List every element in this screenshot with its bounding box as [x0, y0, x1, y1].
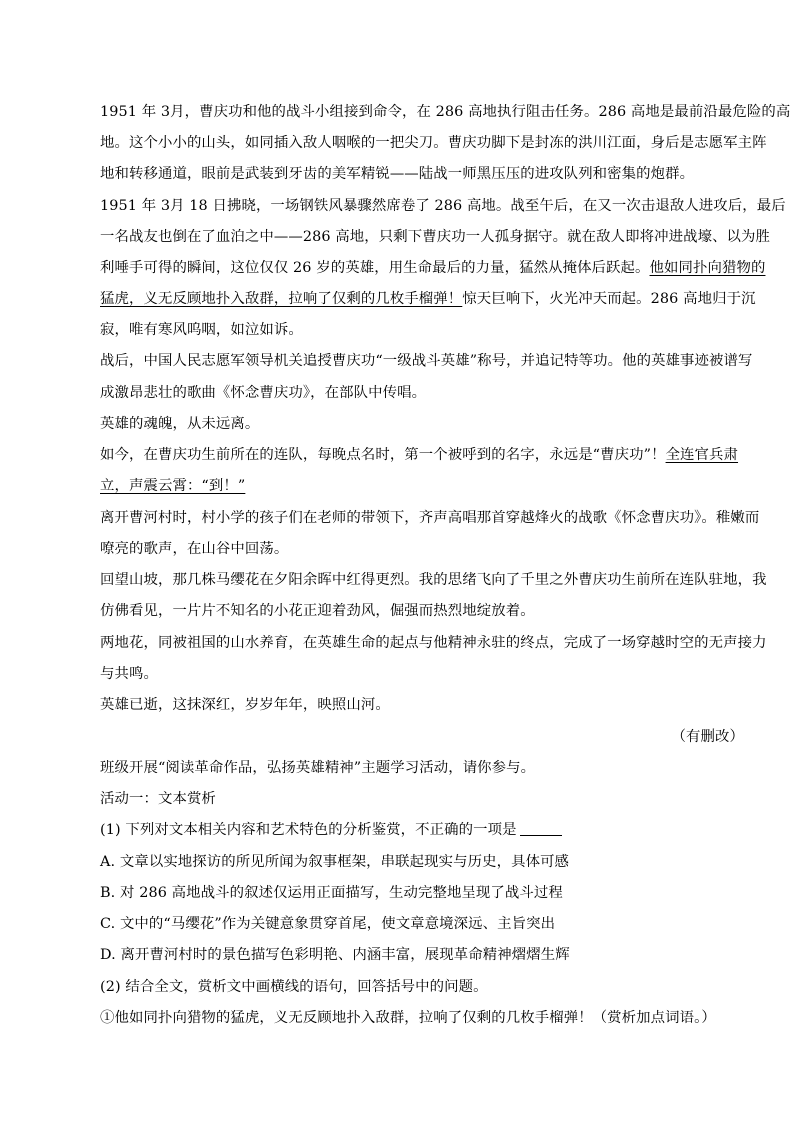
question-2-sub-1: ①他如同扑向猎物的猛虎，义无反顾地扑入敌群，拉响了仅剩的几枚手榴弹！（赏析加点词语。）	[100, 1010, 716, 1026]
paragraph-line: 寂，唯有寒风呜咽，如泣如诉。	[100, 322, 303, 338]
paragraph-line: 一名战友也倒在了血泊之中——286 高地，只剩下曹庆功一人孤身据守。就在敌人即将冲进战壕、以为胜	[100, 229, 771, 245]
activity-intro: 班级开展“阅读革命作品，弘扬英雄精神”主题学习活动，请你参与。	[100, 760, 536, 776]
paragraph-line: 1951 年 3月，曹庆功和他的战斗小组接到命令，在 286 高地执行阻击任务。286 高地是最前沿最危险的高	[100, 104, 791, 120]
paragraph-line: 与共鸣。	[100, 666, 158, 682]
paragraph-line: 回望山坡，那几株马缨花在夕阳余晖中红得更烈。我的思绪飞向了千里之外曹庆功生前所在连队驻地，我	[100, 572, 767, 588]
text-segment: 如今，在曹庆功生前所在的连队，每晚点名时，第一个被呼到的名字，永远是“曹庆功”！	[100, 447, 666, 463]
paragraph-line: 1951 年 3月 18 日拂晓，一场钢铁风暴骤然席卷了 286 高地。战至午后，在又一次击退敌人进攻后，最后	[100, 198, 786, 214]
text-segment: 利唾手可得的瞬间，这位仅仅 26 岁的英雄，用生命最后的力量，猛然从掩体后跃起。	[100, 260, 650, 276]
underlined-sentence: 全连官兵肃	[665, 447, 739, 463]
paragraph-line: 离开曹河村时，村小学的孩子们在老师的带领下，齐声高唱那首穿越烽火的战歌《怀念曹庆功》。稚嫩而	[100, 510, 760, 526]
paragraph-line	[100, 258, 765, 278]
paragraph-line: 英雄的魂魄，从未远离。	[100, 416, 260, 432]
paragraph-line	[100, 476, 245, 496]
underlined-sentence: 他如同扑向猎物的	[649, 260, 766, 276]
option-c: C. 文中的“马缨花”作为关键意象贯穿首尾，使文章意境深远、主旨突出	[100, 916, 556, 932]
paragraph-line: 英雄已逝，这抹深红，岁岁年年，映照山河。	[100, 697, 390, 713]
activity-heading: 活动一：文本赏析	[100, 791, 216, 807]
paragraph-line: 仿佛看见，一片片不知名的小花正迎着劲风，倔强而热烈地绽放着。	[100, 603, 535, 619]
paragraph-line	[100, 289, 756, 309]
question-2: (2) 结合全文，赏析文中画横线的语句，回答括号中的问题。	[100, 979, 488, 995]
underlined-sentence: 猛虎，义无反顾地扑入敌群，拉响了仅剩的几枚手榴弹！	[100, 291, 463, 307]
paragraph-line: 地和转移通道，眼前是武装到牙齿的美军精锐——陆战一师黑压压的进攻队列和密集的炮群。	[100, 166, 695, 182]
paragraph-line: 地。这个小小的山头，如同插入敌人咽喉的一把尖刀。曹庆功脚下是封冻的洪川江面，身后是志愿军主阵	[100, 135, 767, 151]
paragraph-line: 两地花，同被祖国的山水养育，在英雄生命的起点与他精神永驻的终点，完成了一场穿越时空的无声接力	[100, 635, 767, 651]
text-segment: 惊天巨响下，火光冲天而起。286 高地归于沉	[462, 291, 756, 307]
option-b: B. 对 286 高地战斗的叙述仅运用正面描写，生动完整地呈现了战斗过程	[100, 885, 563, 901]
source-note: （有删改）	[671, 729, 744, 745]
answer-blank[interactable]	[520, 821, 562, 836]
question-text: (1) 下列对文本相关内容和艺术特色的分析鉴赏，不正确的一项是	[100, 822, 517, 838]
option-a: A. 文章以实地探访的所见所闻为叙事框架，串联起现实与历史，具体可感	[100, 854, 570, 870]
paragraph-line: 战后，中国人民志愿军领导机关追授曹庆功“一级战斗英雄”称号，并追记特等功。他的英雄事迹被谱写	[100, 353, 753, 369]
question-1	[100, 820, 562, 840]
underlined-sentence: 立，声震云霄：“到！”	[100, 478, 246, 494]
paragraph-line	[100, 445, 738, 465]
paragraph-line: 成激昂悲壮的歌曲《怀念曹庆功》，在部队中传唱。	[100, 385, 427, 401]
paragraph-line: 嘹亮的歌声，在山谷中回荡。	[100, 541, 289, 557]
option-d: D. 离开曹河村时的景色描写色彩明艳、内涵丰富，展现革命精神熠熠生辉	[100, 947, 570, 963]
